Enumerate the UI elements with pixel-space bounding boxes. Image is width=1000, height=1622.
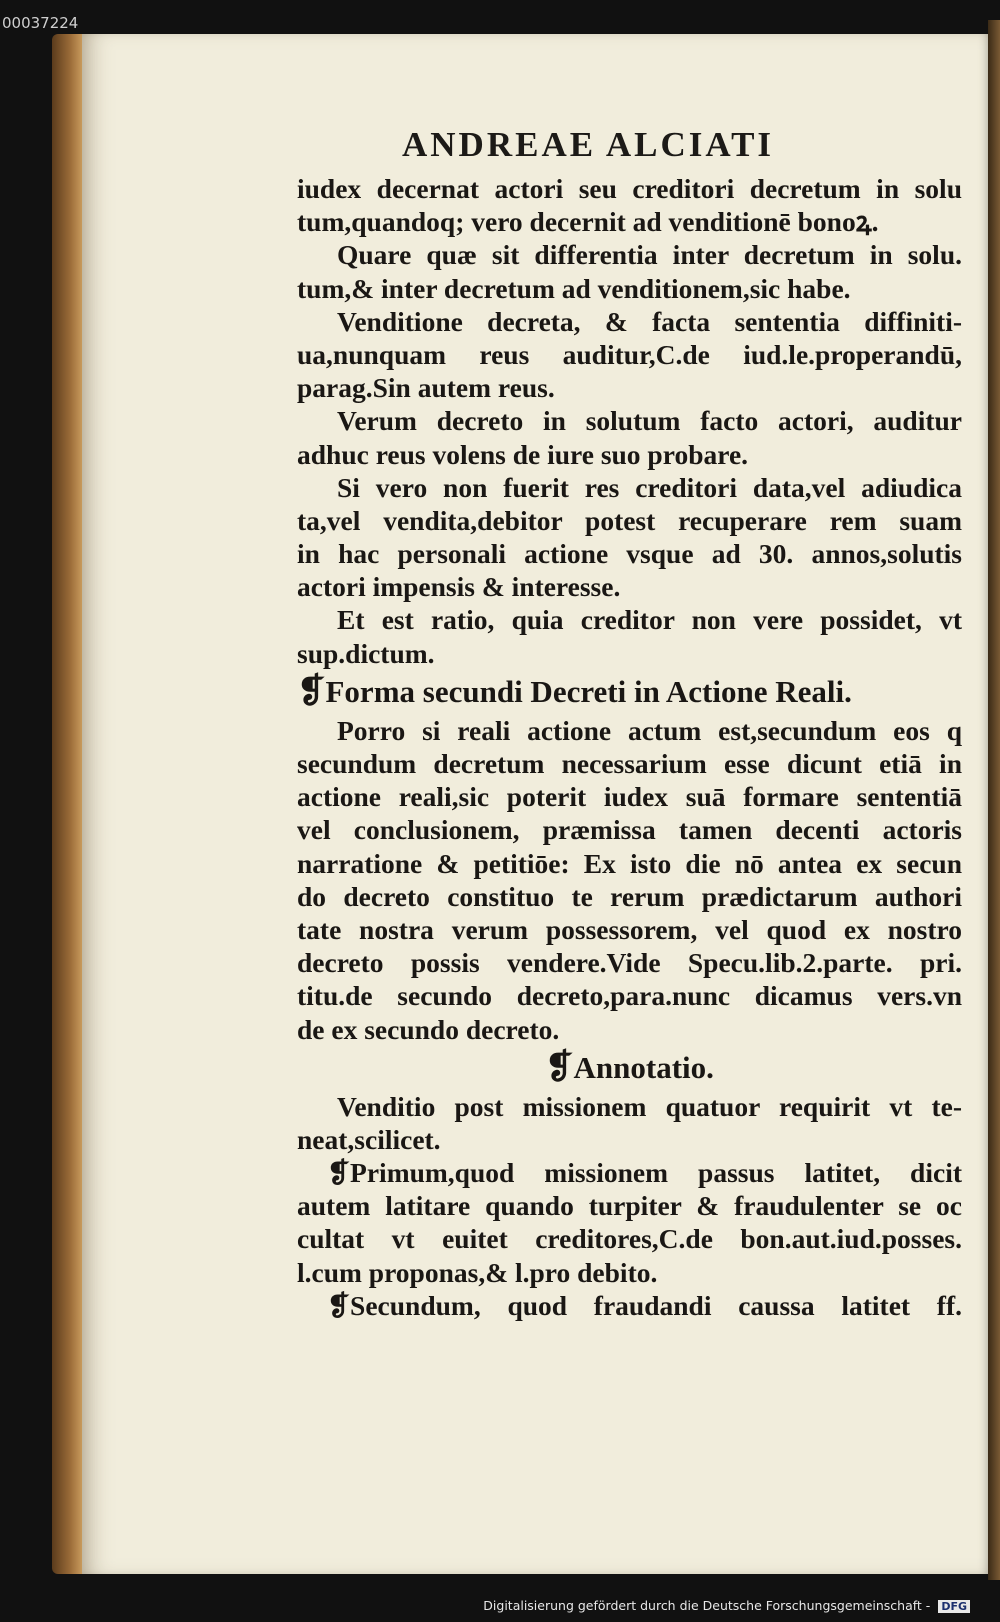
text-line: tate nostra verum possessorem, vel quod ex nostro — [297, 913, 962, 945]
text-line: iudex decernat actori seu creditori decretum in solu — [297, 173, 962, 204]
text-line: parag.Sin autem reus. — [297, 372, 555, 404]
text-line: Et est ratio, quia creditor non vere possidet, vt — [337, 604, 962, 636]
text-line: titu.de secundo decreto,para.nunc dicamus vers.vn — [297, 980, 962, 1012]
line-text: Secundum, quod fraudandi caussa latitet ff. — [350, 1289, 962, 1321]
text-line: adhuc reus volens de iure suo probare. — [297, 438, 749, 470]
text-line: do decreto constituo te rerum prædictarum authori — [297, 880, 962, 912]
text-line: vel conclusionem, præmissa tamen decenti actoris — [297, 814, 962, 846]
text-line: actori impensis & interesse. — [297, 571, 621, 603]
text-line: Porro si reali actione actum est,secundum eos q — [337, 714, 962, 746]
paragraph-mark-icon: ❡ — [327, 1289, 351, 1321]
paragraph-mark-icon: ❡ — [297, 672, 326, 710]
text-line: Verum decreto in solutum facto actori, auditur — [337, 405, 962, 437]
text-line: Venditione decreta, & facta sententia diffiniti- — [337, 305, 962, 337]
text-line: Quare quæ sit differentia inter decretum in solu. — [337, 239, 962, 271]
text-line: Si vero non fuerit res creditori data,vel adiudica — [337, 471, 962, 503]
paragraph-mark-icon: ❡ — [327, 1157, 351, 1189]
text-line: ua,nunquam reus auditur,C.de iud.le.properandū, — [297, 338, 962, 370]
heading-text: Forma secundi Decreti in Actione Reali. — [325, 673, 852, 709]
text-line: tum,& inter decretum ad venditionem,sic habe. — [297, 272, 851, 304]
text-line — [297, 1289, 962, 1322]
text-line: cultat vt euitet creditores,C.de bon.aut.iud.posses. — [297, 1223, 962, 1255]
text-line: ta,vel vendita,debitor potest recuperare rem suam — [297, 504, 962, 536]
line-text: Primum,quod missionem passus latitet, dicit — [350, 1157, 962, 1189]
scan-id: 00037224 — [2, 14, 79, 32]
text-line — [297, 1156, 962, 1189]
text-line: neat,scilicet. — [297, 1123, 441, 1155]
text-line: in hac personali actione vsque ad 30. annos,solutis — [297, 538, 962, 570]
text-line: secundum decretum necessarium esse dicunt etiā in — [297, 748, 962, 779]
section-heading — [297, 1046, 962, 1090]
text-line: tum,quandoq; vero decernit ad venditionē bonoꝝ. — [297, 206, 879, 238]
text-line: l.cum proponas,& l.pro debito. — [297, 1256, 658, 1288]
text-line: sup.dictum. — [297, 637, 435, 669]
text-line: de ex secundo decreto. — [297, 1013, 560, 1045]
page-text — [297, 172, 962, 1322]
text-line: decreto possis vendere.Vide Specu.lib.2.parte. pri. — [297, 947, 962, 979]
text-line: actione reali,sic poterit iudex suā formare sententiā — [297, 781, 962, 813]
footer-text: Digitalisierung gefördert durch die Deutsche Forschungsgemeinschaft - — [483, 1598, 931, 1613]
text-line: narratione & petitiōe: Ex isto die nō antea ex secun — [297, 847, 962, 879]
heading-text: Annotatio. — [573, 1049, 714, 1085]
running-head: ANDREAE ALCIATI — [402, 125, 775, 164]
paragraph-mark-icon: ❡ — [545, 1048, 574, 1086]
dfg-logo: DFG — [938, 1600, 970, 1613]
text-line: autem latitare quando turpiter & fraudulenter se oc — [297, 1190, 962, 1222]
footer-credit — [483, 1598, 970, 1613]
facing-page-edge — [988, 20, 1000, 1580]
text-line: Venditio post missionem quatuor requirit vt te- — [337, 1090, 962, 1122]
section-heading — [297, 670, 962, 714]
